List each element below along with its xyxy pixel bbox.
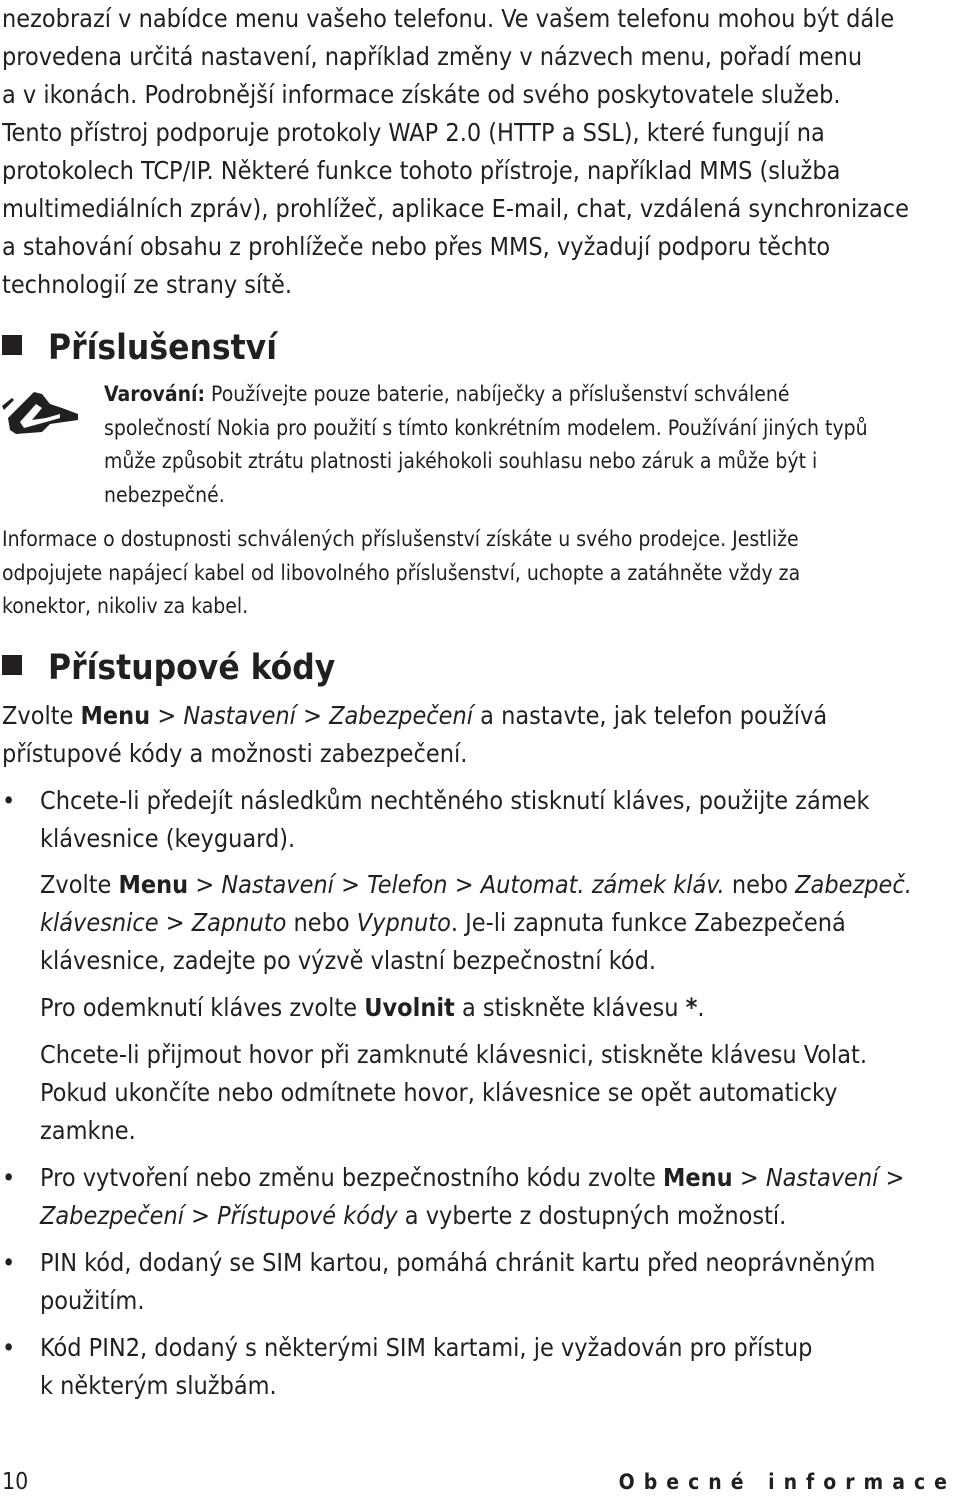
- text-line: a stahování obsahu z prohlížeče nebo přes MMS, vyžadují podporu těchto: [2, 232, 831, 261]
- text-line: [40, 989, 945, 1027]
- text-line: k některým službám.: [40, 1371, 277, 1400]
- bullet-icon: •: [2, 1163, 16, 1192]
- warning-hand-icon: [2, 384, 82, 440]
- text-line: použitím.: [40, 1286, 145, 1315]
- text-span: >: [150, 701, 184, 730]
- text-span: Zvolte: [40, 870, 119, 899]
- section-heading-accessories: [2, 328, 277, 368]
- list-item: [40, 782, 945, 858]
- menu-path: Zabezpeč.: [795, 870, 912, 899]
- text-span: a stiskněte klávesu: [454, 993, 686, 1022]
- text-span: Používejte pouze baterie, nabíječky a příslušenství schválené: [205, 382, 790, 406]
- text-line: nezobrazí v nabídce menu vašeho telefonu. Ve vašem telefonu mohou být dále: [2, 4, 895, 33]
- intro-paragraph: [2, 0, 947, 304]
- text-span: >: [447, 870, 481, 899]
- text-line: [40, 1197, 945, 1235]
- section-heading-access-codes: [2, 648, 335, 688]
- text-span: >: [878, 1163, 905, 1192]
- text-span: nebo: [286, 908, 357, 937]
- menu-path: Vypnuto: [356, 908, 451, 937]
- text-span: >: [183, 1201, 218, 1230]
- text-span: a vyberte z dostupných možností.: [397, 1201, 787, 1230]
- list-item-detail: [40, 989, 945, 1027]
- page-number: 10: [2, 1469, 29, 1495]
- text-line: Tento přístroj podporuje protokoly WAP 2.0 (HTTP a SSL), které fungují na: [2, 118, 825, 147]
- text-line: multimediálních zpráv), prohlížeč, aplikace E-mail, chat, vzdálená synchronizace: [2, 194, 910, 223]
- text-line: [40, 1159, 945, 1197]
- list-item-detail: [40, 866, 945, 980]
- text-line: klávesnice, zadejte po výzvě vlastní bezpečnostní kód.: [40, 946, 657, 975]
- text-line: technologií ze strany sítě.: [2, 270, 293, 299]
- menu-term: Menu: [80, 701, 151, 730]
- warning-label: Varování:: [104, 382, 206, 406]
- text-line: zamkne.: [40, 1116, 136, 1145]
- text-line: [2, 697, 947, 735]
- text-line: Chcete-li předejít následkům nechtěného stisknutí kláves, použijte zámek: [40, 786, 870, 815]
- menu-path: klávesnice: [40, 908, 159, 937]
- text-line: Chcete-li přijmout hovor při zamknuté klávesnici, stiskněte klávesu Volat.: [40, 1040, 867, 1069]
- text-line: a v ikonách. Podrobnější informace získáte od svého poskytovatele služeb.: [2, 80, 841, 109]
- text-span: Zvolte: [2, 701, 81, 730]
- text-line: nebezpečné.: [104, 482, 225, 507]
- menu-term: Menu: [118, 870, 189, 899]
- text-line: společností Nokia pro použití s tímto konkrétním modelem. Používání jiných typů: [104, 415, 868, 440]
- text-span: .: [697, 993, 705, 1022]
- text-line: [40, 866, 945, 904]
- text-line: [40, 904, 945, 942]
- list-item-detail: [40, 1036, 945, 1150]
- list-item: [40, 1159, 945, 1235]
- section-title: Příslušenství: [48, 328, 277, 368]
- text-span: nebo: [724, 870, 796, 899]
- running-footer-title: Obecné informace: [618, 1470, 956, 1494]
- text-line: přístupové kódy a možnosti zabezpečení.: [2, 739, 468, 768]
- menu-path: Zabezpečení: [329, 701, 474, 730]
- menu-term: Uvolnit: [364, 993, 455, 1022]
- text-span: a nastavte, jak telefon používá: [473, 701, 828, 730]
- square-bullet-icon: [2, 335, 22, 355]
- text-line: klávesnice (keyguard).: [40, 824, 296, 853]
- text-line: PIN kód, dodaný se SIM kartou, pomáhá chránit kartu před neoprávněným: [40, 1248, 876, 1277]
- menu-path: Zabezpečení: [40, 1201, 184, 1230]
- text-span: >: [188, 870, 222, 899]
- menu-path: Nastavení: [221, 870, 334, 899]
- text-span: . Je-li zapnuta funkce Zabezpečená: [450, 908, 846, 937]
- access-codes-intro: [2, 697, 947, 773]
- list-item: [40, 1329, 945, 1405]
- text-span: Pro odemknutí kláves zvolte: [40, 993, 365, 1022]
- text-line: odpojujete napájecí kabel od libovolného příslušenství, uchopte a zatáhněte vždy za: [2, 560, 801, 585]
- text-span: >: [732, 1163, 766, 1192]
- warning-text: [104, 378, 954, 512]
- menu-term: Menu: [663, 1163, 733, 1192]
- text-line: konektor, nikoliv za kabel.: [2, 594, 249, 618]
- text-line: může způsobit ztrátu platnosti jakéhokoli souhlasu nebo záruk a může být i: [104, 449, 818, 473]
- text-span: Pro vytvoření nebo změnu bezpečnostního kódu zvolte: [40, 1163, 663, 1192]
- menu-path: Nastavení: [183, 701, 296, 730]
- text-line: [104, 378, 954, 412]
- menu-path: Nastavení: [765, 1163, 879, 1192]
- text-span: >: [295, 701, 330, 730]
- text-line: Pokud ukončíte nebo odmítnete hovor, klávesnice se opět automaticky: [40, 1078, 838, 1107]
- accessories-info-paragraph: [2, 523, 952, 624]
- key-term: *: [685, 993, 698, 1022]
- menu-path: Telefon: [367, 870, 448, 899]
- menu-path: Zapnuto: [191, 908, 287, 937]
- menu-path: Přístupové kódy: [217, 1201, 398, 1230]
- square-bullet-icon: [2, 655, 22, 675]
- menu-path: Automat. zámek kláv.: [480, 870, 725, 899]
- bullet-icon: •: [2, 1333, 16, 1362]
- text-line: Kód PIN2, dodaný s některými SIM kartami, je vyžadován pro přístup: [40, 1333, 813, 1362]
- text-line: provedena určitá nastavení, například změny v názvech menu, pořadí menu: [2, 42, 863, 71]
- list-item: [40, 1244, 945, 1320]
- section-title: Přístupové kódy: [48, 648, 336, 688]
- text-line: Informace o dostupnosti schválených příslušenství získáte u svého prodejce. Jestliže: [2, 527, 799, 551]
- bullet-icon: •: [2, 786, 16, 815]
- text-span: >: [333, 870, 368, 899]
- bullet-icon: •: [2, 1248, 16, 1277]
- text-line: protokolech TCP/IP. Některé funkce tohoto přístroje, například MMS (služba: [2, 156, 841, 185]
- text-span: >: [158, 908, 192, 937]
